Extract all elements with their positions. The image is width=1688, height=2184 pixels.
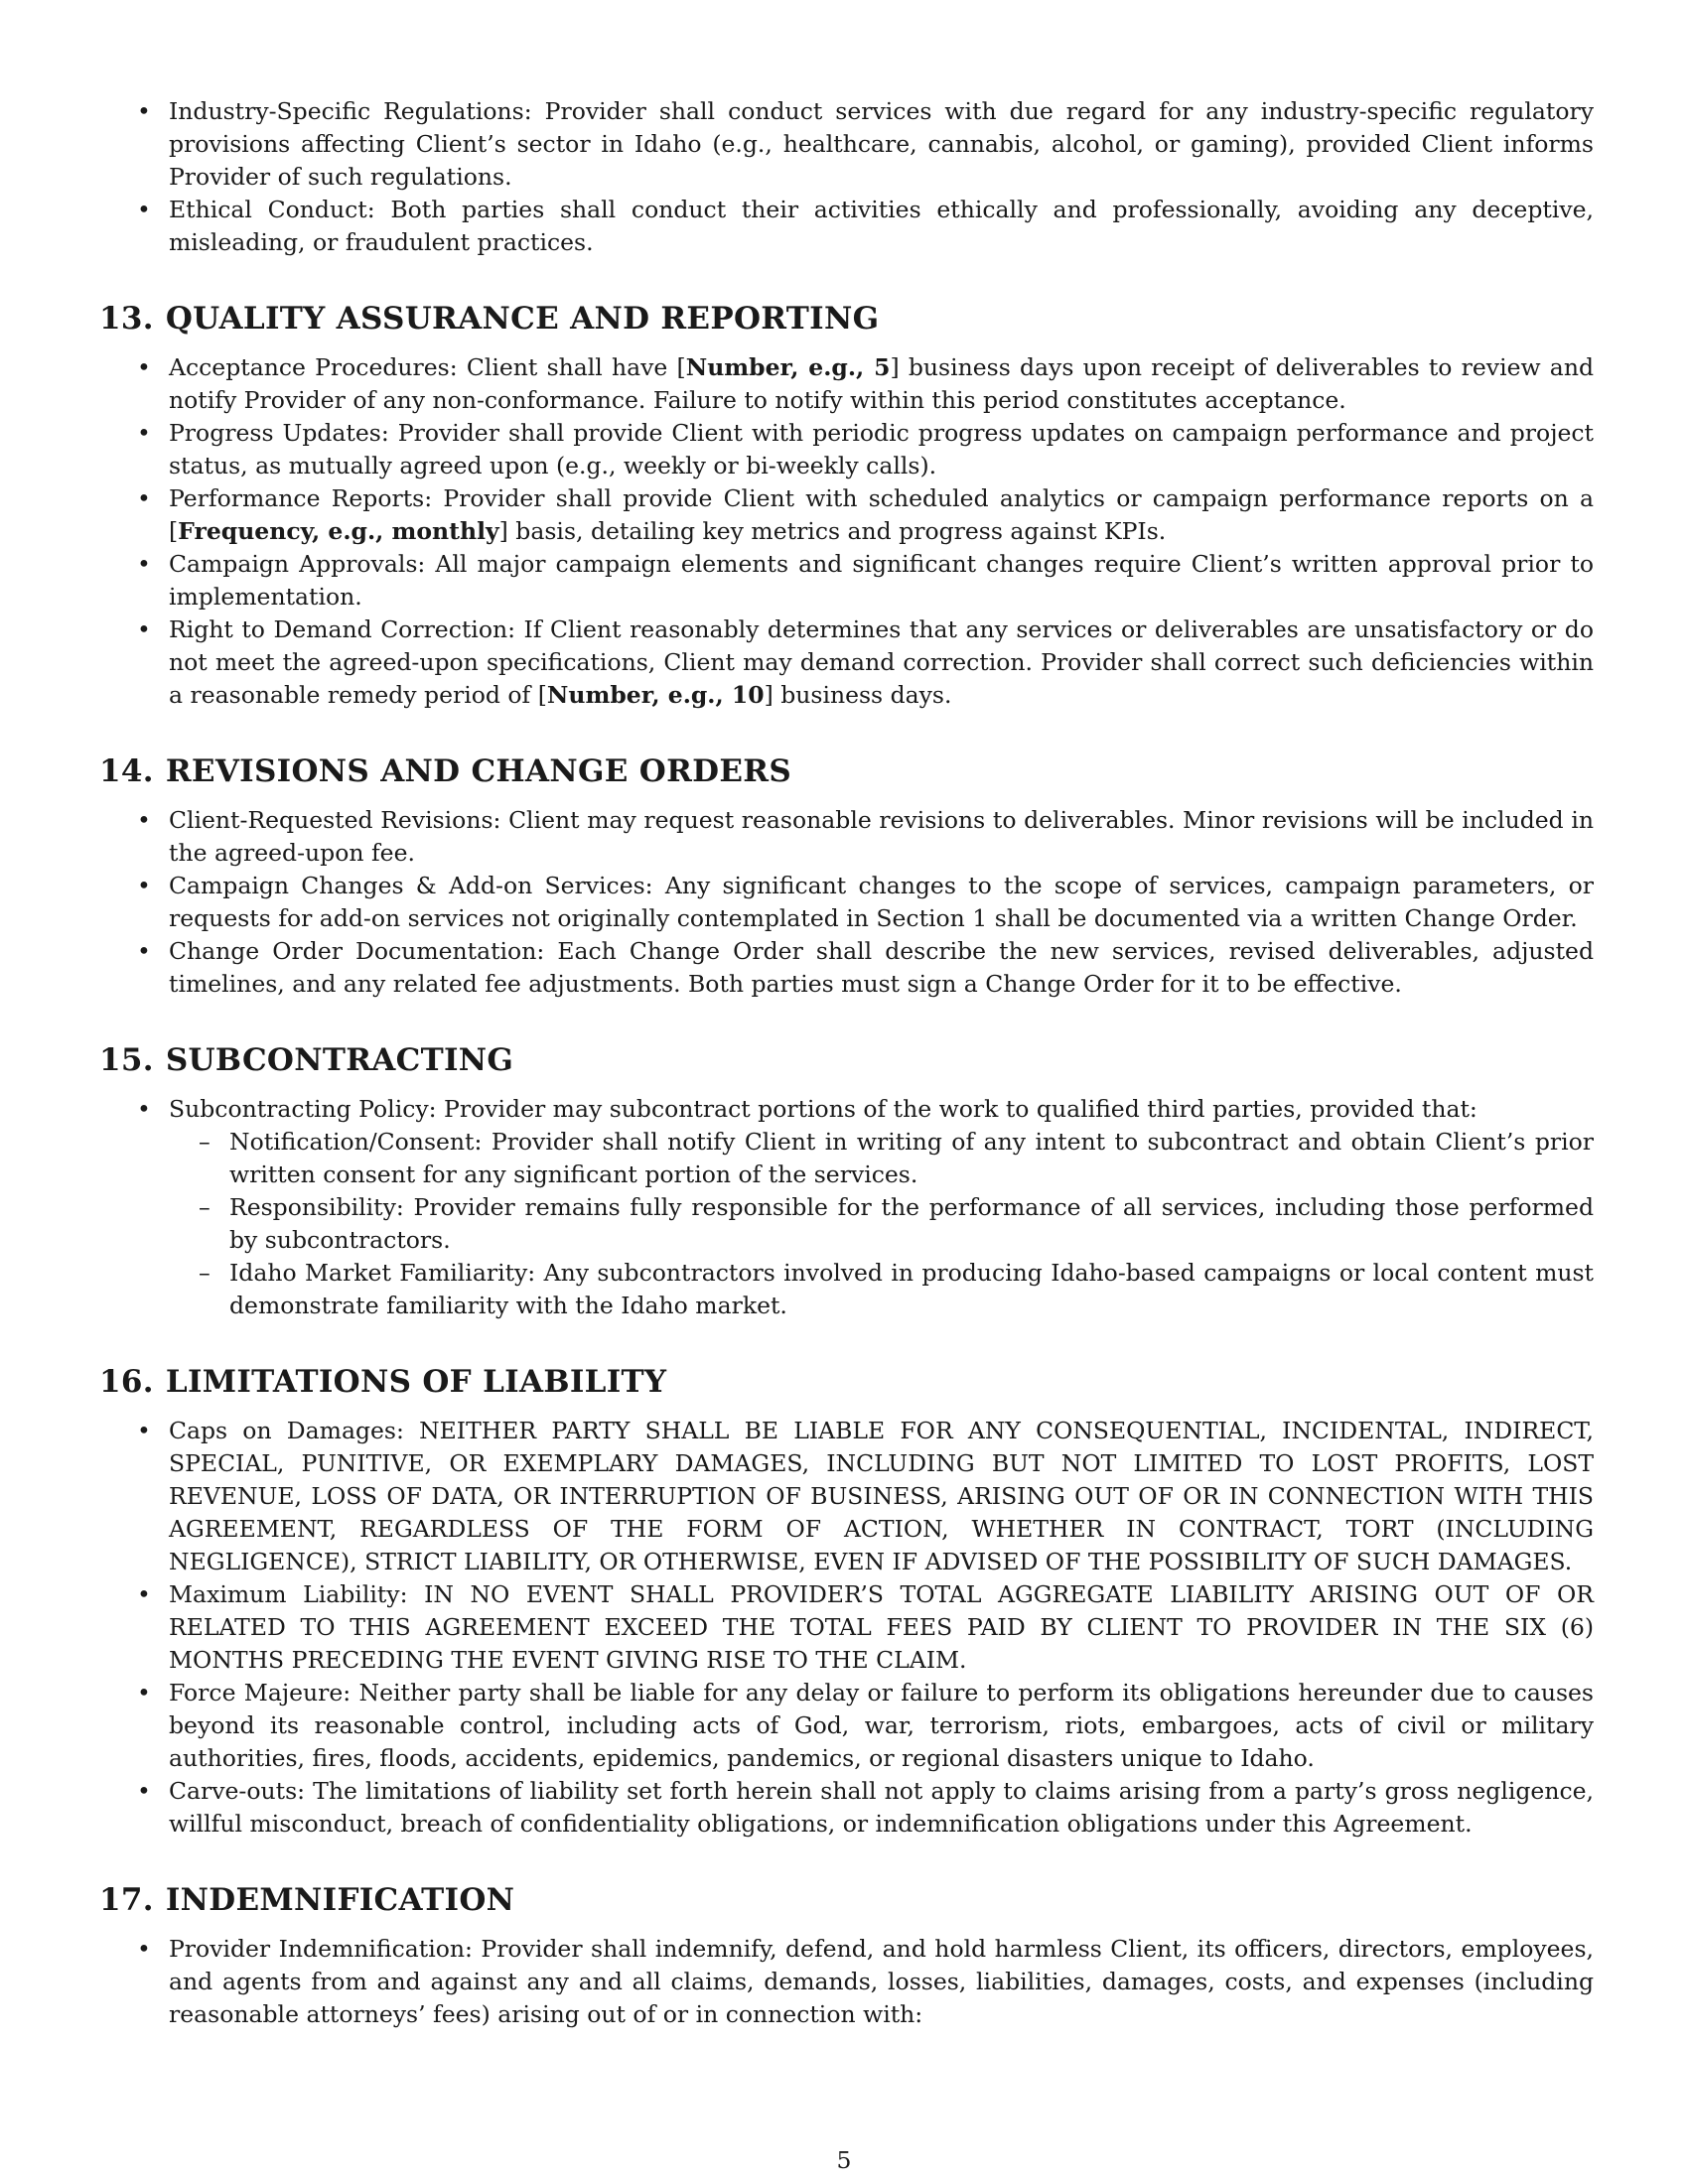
list-item: • Client-Requested Revisions: Client may request reasonable revisions to deliverables. Minor revisions will be included in the agreed-upon fee. [99, 804, 1594, 870]
sub-list-item: – Responsibility: Provider remains fully responsible for the performance of all services, including those performed by subcontractors. [99, 1191, 1594, 1257]
item-text: ] basis, detailing key metrics and progress against KPIs. [498, 517, 1167, 545]
continued-list [99, 95, 1594, 259]
sub-list-item: – Notification/Consent: Provider shall notify Client in writing of any intent to subcontract and obtain Client’s prior written consent for any significant portion of the services. [99, 1126, 1594, 1191]
list-item: • Change Order Documentation: Each Change Order shall describe the new services, revised deliverables, adjusted timelines, and any related fee adjustments. Both parties must sign a Change Order for it to be effective. [99, 935, 1594, 1001]
item-text: ] business days. [764, 681, 952, 709]
section-15-sublist [99, 1126, 1594, 1322]
section-15-heading [99, 1041, 1594, 1079]
section-13-heading [99, 300, 1594, 338]
list-item: • Maximum Liability: IN NO EVENT SHALL PROVIDER’S TOTAL AGGREGATE LIABILITY ARISING OUT OF OR RELATED TO THIS AGREEMENT EXCEED THE TOTAL FEES PAID BY CLIENT TO PROVIDER IN THE SIX (6) MONTHS PRECEDING THE EVENT GIVING RISE TO THE CLAIM. [99, 1578, 1594, 1677]
section-13-list [99, 351, 1594, 712]
section-number: 13. [99, 301, 154, 337]
section-number: 14. [99, 753, 154, 789]
list-item: • Provider Indemnification: Provider shall indemnify, defend, and hold harmless Client, its officers, directors, employees, and agents from and against any and all claims, demands, losses, liabilities, damages, costs, and expenses (including reasonable attorneys’ fees) arising out of or in connection with: [99, 1933, 1594, 2031]
section-title: LIMITATIONS OF LIABILITY [165, 1364, 667, 1400]
list-item: • Force Majeure: Neither party shall be liable for any delay or failure to perform its obligations hereunder due to causes beyond its reasonable control, including acts of God, war, terrorism, riots, embargoes, acts of civil or military authorities, fires, floods, accidents, epidemics, pandemics, or regional disasters unique to Idaho. [99, 1677, 1594, 1775]
placeholder-text: Number, e.g., 10 [546, 681, 765, 709]
page-number: 5 [836, 2146, 852, 2174]
list-item: • Progress Updates: Provider shall provide Client with periodic progress updates on campaign performance and project status, as mutually agreed upon (e.g., weekly or bi-weekly calls). [99, 417, 1594, 482]
section-title: SUBCONTRACTING [165, 1042, 514, 1078]
section-17-list [99, 1933, 1594, 2031]
list-item: • Ethical Conduct: Both parties shall conduct their activities ethically and professionally, avoiding any deceptive, misleading, or fraudulent practices. [99, 194, 1594, 259]
item-text: Acceptance Procedures: Client shall have [ [169, 353, 686, 381]
section-14-heading [99, 752, 1594, 790]
section-14-list [99, 804, 1594, 1001]
section-title: REVISIONS AND CHANGE ORDERS [165, 753, 792, 789]
list-item [99, 351, 1594, 417]
section-16-list [99, 1415, 1594, 1841]
item-text: Right to Demand Correction: If Client reasonably determines that any services or deliverables are unsatisfactory or do not meet the agreed-upon specifications, Client may demand correction. Provider shall correct such deficiencies within a reasonable remedy period of [ [169, 615, 1594, 709]
section-17-heading [99, 1881, 1594, 1919]
item-text: ] business days upon receipt of deliverables to review and notify Provider of any non-conformance. Failure to notify within this period constitutes acceptance. [169, 353, 1594, 414]
list-item: • Caps on Damages: NEITHER PARTY SHALL BE LIABLE FOR ANY CONSEQUENTIAL, INCIDENTAL, INDIRECT, SPECIAL, PUNITIVE, OR EXEMPLARY DAMAGES, INCLUDING BUT NOT LIMITED TO LOST PROFITS, LOST REVENUE, LOSS OF DATA, OR INTERRUPTION OF BUSINESS, ARISING OUT OF OR IN CONNECTION WITH THIS AGREEMENT, REGARDLESS OF THE FORM OF ACTION, WHETHER IN CONTRACT, TORT (INCLUDING NEGLIGENCE), STRICT LIABILITY, OR OTHERWISE, EVEN IF ADVISED OF THE POSSIBILITY OF SUCH DAMAGES. [99, 1415, 1594, 1578]
section-title: QUALITY ASSURANCE AND REPORTING [165, 301, 880, 337]
sub-list-item: – Idaho Market Familiarity: Any subcontractors involved in producing Idaho-based campaigns or local content must demonstrate familiarity with the Idaho market. [99, 1257, 1594, 1322]
list-item [99, 614, 1594, 712]
section-number: 17. [99, 1882, 154, 1918]
document-page [99, 95, 1594, 2031]
placeholder-text: Number, e.g., 5 [685, 353, 891, 381]
list-item: • Industry-Specific Regulations: Provider shall conduct services with due regard for any industry-specific regulatory provisions affecting Client’s sector in Idaho (e.g., healthcare, cannabis, alcohol, or gaming), provided Client informs Provider of such regulations. [99, 95, 1594, 194]
item-text: Performance Reports: Provider shall provide Client with scheduled analytics or campaign performance reports on a [ [169, 484, 1594, 545]
section-title: INDEMNIFICATION [165, 1882, 515, 1918]
list-item [99, 482, 1594, 548]
section-number: 16. [99, 1364, 154, 1400]
list-item: • Carve-outs: The limitations of liability set forth herein shall not apply to claims arising from a party’s gross negligence, willful misconduct, breach of confidentiality obligations, or indemnification obligations under this Agreement. [99, 1775, 1594, 1841]
section-number: 15. [99, 1042, 154, 1078]
list-item: • Campaign Approvals: All major campaign elements and significant changes require Client’s written approval prior to implementation. [99, 548, 1594, 614]
placeholder-text: Frequency, e.g., monthly [178, 517, 499, 545]
section-15-list [99, 1093, 1594, 1126]
section-16-heading [99, 1363, 1594, 1401]
list-item: • Subcontracting Policy: Provider may subcontract portions of the work to qualified third parties, provided that: [99, 1093, 1594, 1126]
list-item: • Campaign Changes & Add-on Services: Any significant changes to the scope of services, campaign parameters, or requests for add-on services not originally contemplated in Section 1 shall be documented via a written Change Order. [99, 870, 1594, 935]
